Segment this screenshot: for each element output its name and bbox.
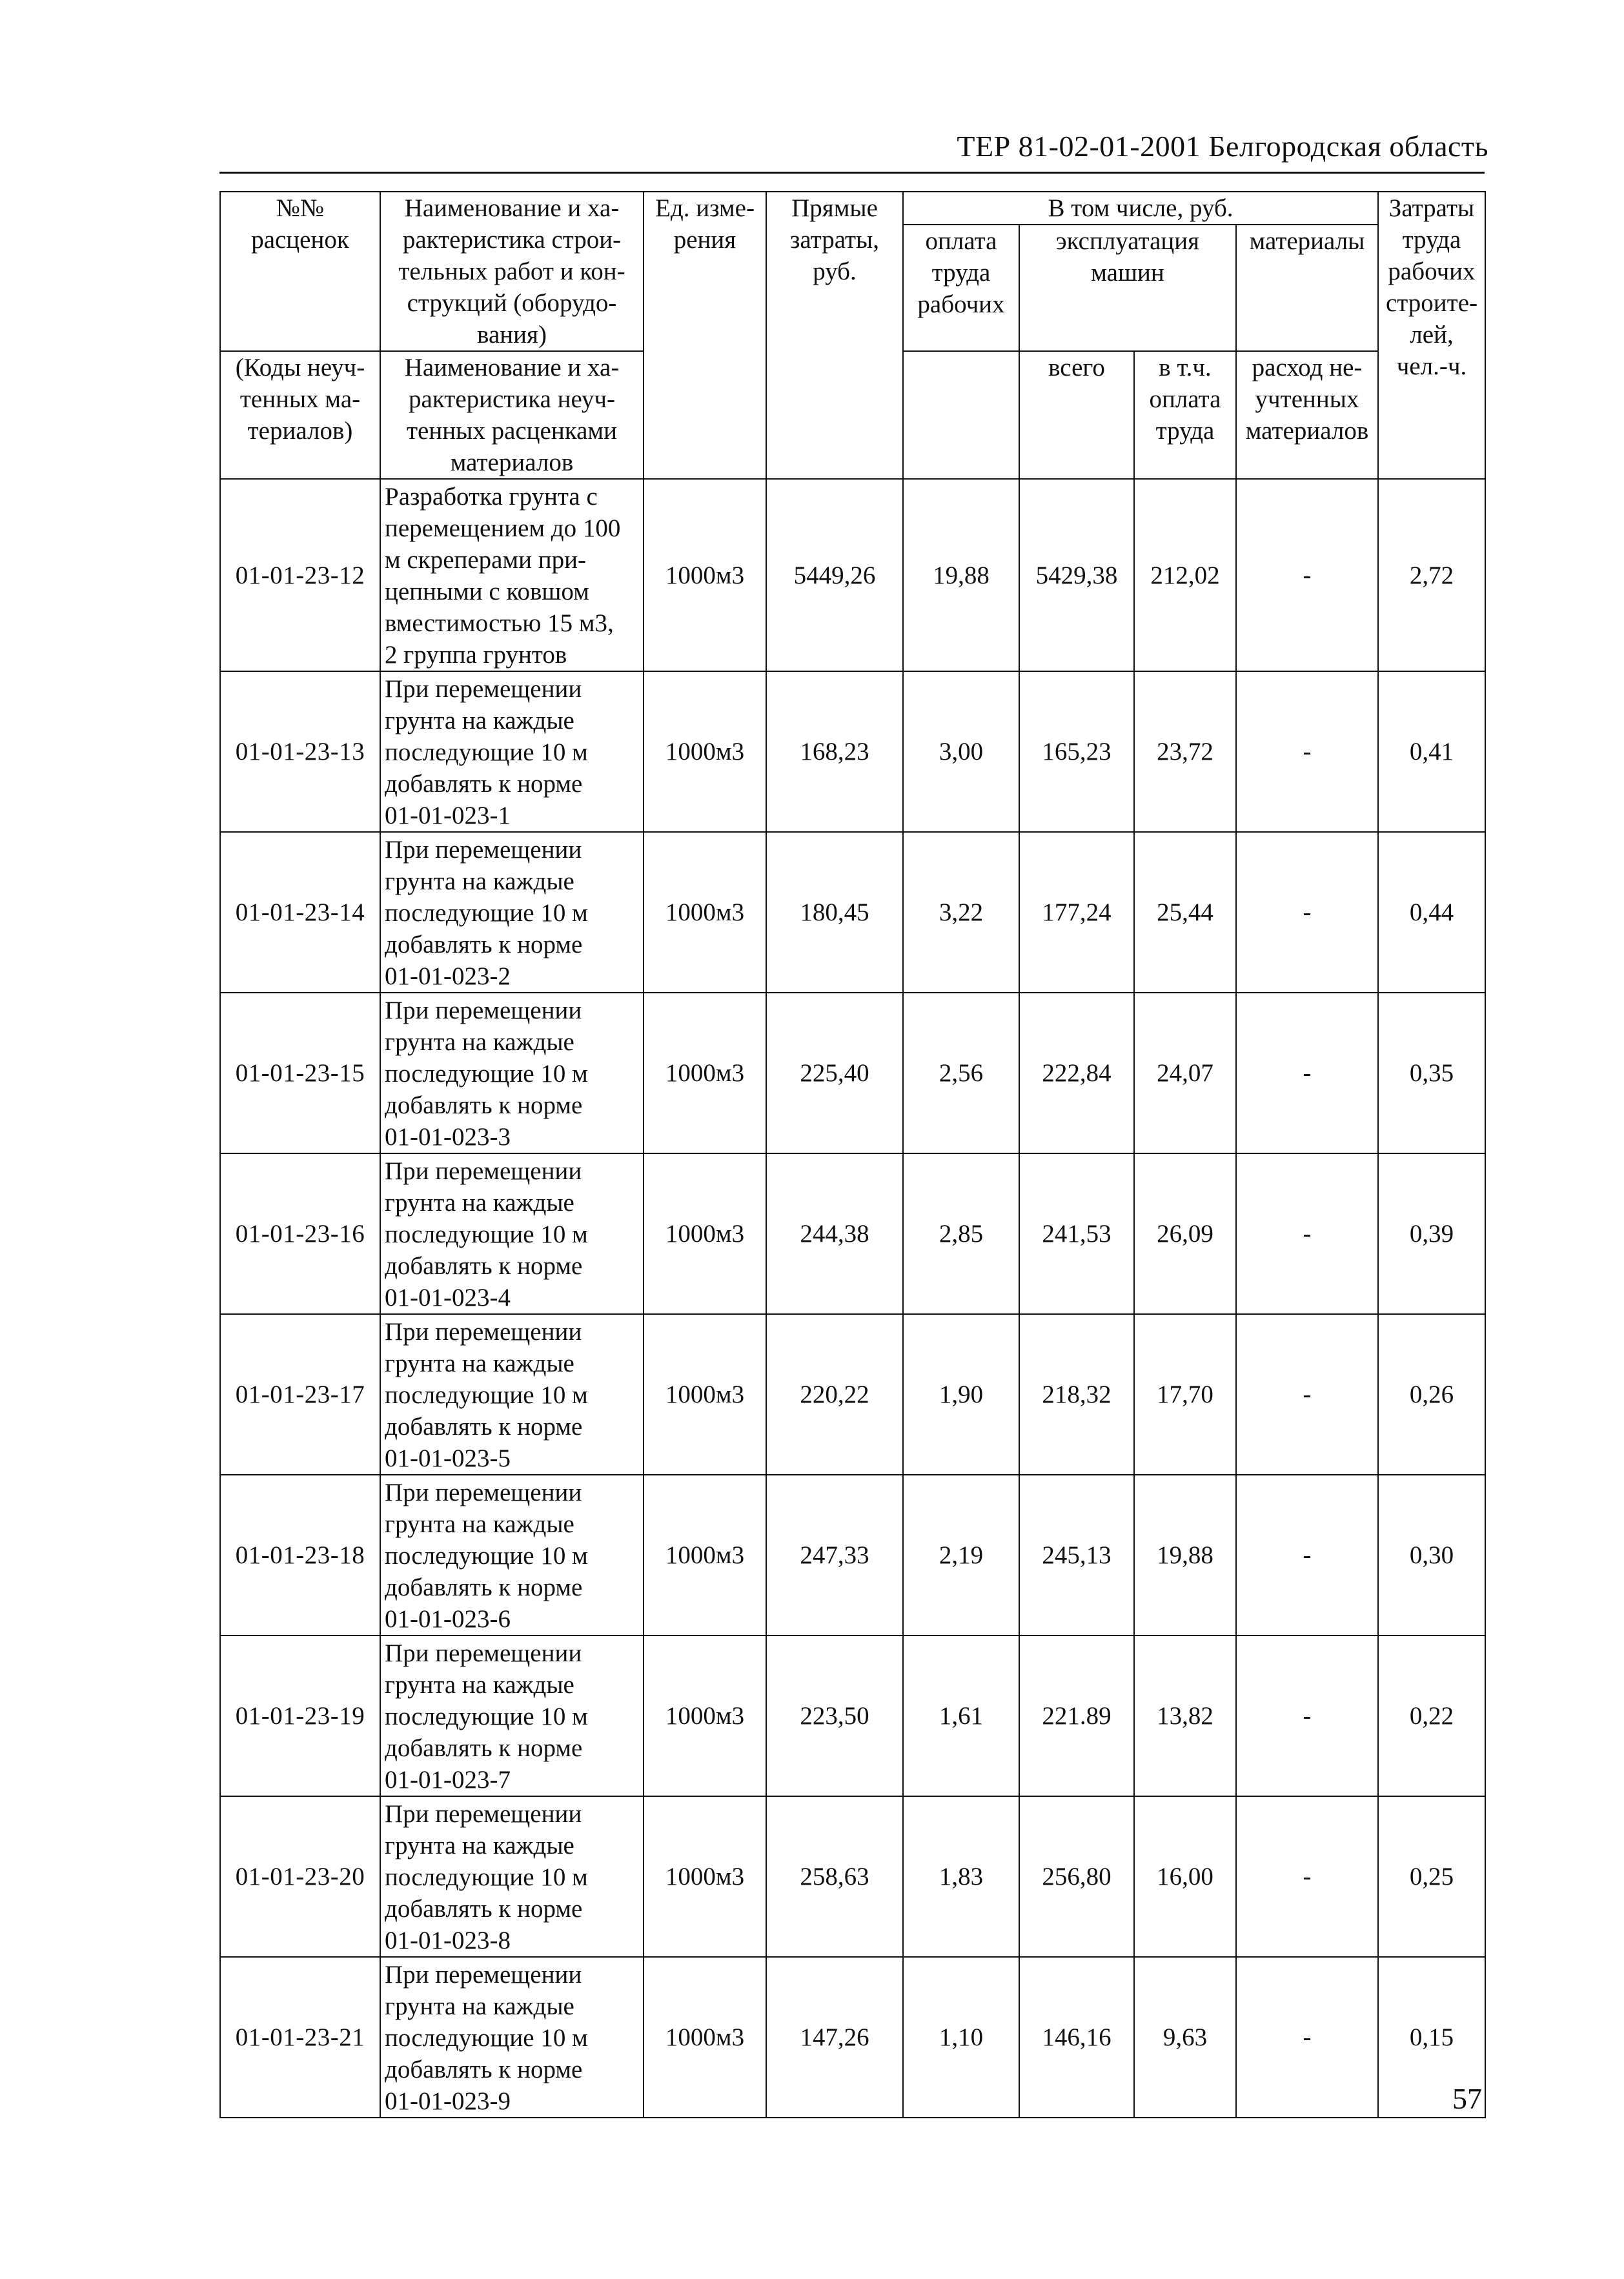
direct-costs-value: 5449,26 — [766, 479, 903, 671]
header-labor-pay-blank — [903, 351, 1019, 479]
header-unit — [644, 192, 766, 479]
header-rate-number — [220, 192, 380, 351]
header-divider — [219, 172, 1485, 174]
machines-total-value: 256,80 — [1019, 1796, 1134, 1957]
table-row — [220, 1153, 1485, 1314]
materials-value: - — [1236, 671, 1378, 832]
materials-value: - — [1236, 1314, 1378, 1475]
rates-table — [219, 191, 1486, 2118]
machines-total-value: 222,84 — [1019, 993, 1134, 1153]
direct-costs-value: 168,23 — [766, 671, 903, 832]
header-machines-total: всего — [1019, 351, 1134, 479]
labor-pay-value: 3,00 — [903, 671, 1019, 832]
header-labor-pay — [903, 225, 1019, 351]
labor-cost-value: 0,25 — [1378, 1796, 1485, 1957]
materials-value: - — [1236, 1475, 1378, 1636]
labor-cost-value: 0,39 — [1378, 1153, 1485, 1314]
work-description: При перемещении грунта на каждые последующие 10 м добавлять к норме 01-01-023-4 — [380, 1153, 644, 1314]
labor-cost-value: 0,44 — [1378, 832, 1485, 993]
direct-costs-value: 147,26 — [766, 1957, 903, 2118]
rate-code: 01-01-23-15 — [220, 993, 380, 1153]
work-description: При перемещении грунта на каждые последующие 10 м добавлять к норме 01-01-023-1 — [380, 671, 644, 832]
document-header-title: ТЕР 81-02-01-2001 Белгородская область — [957, 130, 1488, 163]
unit-value: 1000м3 — [644, 1636, 766, 1796]
header-machines-labor — [1134, 351, 1236, 479]
labor-cost-value: 0,26 — [1378, 1314, 1485, 1475]
labor-pay-value: 3,22 — [903, 832, 1019, 993]
header-materials: материалы — [1236, 225, 1378, 351]
rate-code: 01-01-23-16 — [220, 1153, 380, 1314]
unit-value: 1000м3 — [644, 1796, 766, 1957]
header-machines-text: эксплуатация машин — [1055, 227, 1200, 287]
rate-code: 01-01-23-18 — [220, 1475, 380, 1636]
header-materials-consumption-text: расход не- учтенных материалов — [1245, 354, 1369, 445]
labor-pay-value: 2,56 — [903, 993, 1019, 1153]
materials-value: - — [1236, 1153, 1378, 1314]
unit-value: 1000м3 — [644, 671, 766, 832]
labor-pay-value: 2,85 — [903, 1153, 1019, 1314]
labor-pay-value: 19,88 — [903, 479, 1019, 671]
machines-labor-value: 17,70 — [1134, 1314, 1236, 1475]
header-work-name — [380, 192, 644, 351]
table-header — [220, 192, 1485, 479]
rate-code: 01-01-23-14 — [220, 832, 380, 993]
machines-total-value: 165,23 — [1019, 671, 1134, 832]
direct-costs-value: 258,63 — [766, 1796, 903, 1957]
rate-code: 01-01-23-20 — [220, 1796, 380, 1957]
header-labor-pay-text: оплата труда рабочих — [917, 227, 1005, 318]
table-row — [220, 479, 1485, 671]
machines-total-value: 218,32 — [1019, 1314, 1134, 1475]
header-materials-consumption — [1236, 351, 1378, 479]
unit-value: 1000м3 — [644, 993, 766, 1153]
machines-total-value: 245,13 — [1019, 1475, 1134, 1636]
header-material-codes — [220, 351, 380, 479]
table-row — [220, 1636, 1485, 1796]
header-unit-text: Ед. изме- рения — [655, 194, 755, 254]
unit-value: 1000м3 — [644, 1475, 766, 1636]
header-machines-labor-text: в т.ч. оплата труда — [1149, 354, 1221, 445]
machines-labor-value: 9,63 — [1134, 1957, 1236, 2118]
table-row — [220, 1475, 1485, 1636]
unit-value: 1000м3 — [644, 479, 766, 671]
labor-pay-value: 1,61 — [903, 1636, 1019, 1796]
machines-total-value: 177,24 — [1019, 832, 1134, 993]
table-row — [220, 1314, 1485, 1475]
machines-total-value: 5429,38 — [1019, 479, 1134, 671]
rate-code: 01-01-23-17 — [220, 1314, 380, 1475]
table-row — [220, 832, 1485, 993]
header-direct-costs — [766, 192, 903, 479]
rate-code: 01-01-23-19 — [220, 1636, 380, 1796]
rate-code: 01-01-23-12 — [220, 479, 380, 671]
work-description: При перемещении грунта на каждые последующие 10 м добавлять к норме 01-01-023-2 — [380, 832, 644, 993]
unit-value: 1000м3 — [644, 1314, 766, 1475]
labor-cost-value: 0,41 — [1378, 671, 1485, 832]
table-row — [220, 1796, 1485, 1957]
work-description: При перемещении грунта на каждые последующие 10 м добавлять к норме 01-01-023-6 — [380, 1475, 644, 1636]
rate-code: 01-01-23-21 — [220, 1957, 380, 2118]
machines-labor-value: 212,02 — [1134, 479, 1236, 671]
materials-value: - — [1236, 1636, 1378, 1796]
unit-value: 1000м3 — [644, 832, 766, 993]
work-description: При перемещении грунта на каждые последующие 10 м добавлять к норме 01-01-023-5 — [380, 1314, 644, 1475]
header-material-name — [380, 351, 644, 479]
table-row — [220, 1957, 1485, 2118]
work-description: Разработка грунта с перемещением до 100 м скреперами при- цепными с ковшом вместимостью 15 м3, 2 группа грунтов — [380, 479, 644, 671]
materials-value: - — [1236, 479, 1378, 671]
work-description: При перемещении грунта на каждые последующие 10 м добавлять к норме 01-01-023-3 — [380, 993, 644, 1153]
page-number: 57 — [1452, 2082, 1482, 2115]
header-including: В том числе, руб. — [903, 192, 1378, 225]
machines-labor-value: 19,88 — [1134, 1475, 1236, 1636]
machines-total-value: 146,16 — [1019, 1957, 1134, 2118]
work-description: При перемещении грунта на каждые последующие 10 м добавлять к норме 01-01-023-8 — [380, 1796, 644, 1957]
header-machines — [1019, 225, 1236, 351]
labor-cost-value: 0,35 — [1378, 993, 1485, 1153]
labor-pay-value: 1,90 — [903, 1314, 1019, 1475]
direct-costs-value: 223,50 — [766, 1636, 903, 1796]
header-material-codes-text: (Коды неуч- тенных ма- териалов) — [235, 354, 365, 445]
header-material-name-text: Наименование и ха- рактеристика неуч- тенных расценками материалов — [404, 354, 620, 476]
labor-cost-value: 0,22 — [1378, 1636, 1485, 1796]
header-rate-number-text: №№ расценок — [251, 194, 349, 254]
materials-value: - — [1236, 832, 1378, 993]
machines-total-value: 241,53 — [1019, 1153, 1134, 1314]
machines-labor-value: 24,07 — [1134, 993, 1236, 1153]
labor-cost-value: 2,72 — [1378, 479, 1485, 671]
machines-labor-value: 13,82 — [1134, 1636, 1236, 1796]
header-work-name-text: Наименование и ха- рактеристика строи- тельных работ и кон- струкций (оборудо- вания) — [398, 194, 625, 349]
unit-value: 1000м3 — [644, 1957, 766, 2118]
header-labor-cost-text: Затраты труда рабочих строите- лей, чел.-ч. — [1385, 194, 1478, 380]
labor-cost-value: 0,30 — [1378, 1475, 1485, 1636]
machines-labor-value: 25,44 — [1134, 832, 1236, 993]
labor-cost-value: 0,15 — [1378, 1957, 1485, 2118]
materials-value: - — [1236, 1957, 1378, 2118]
direct-costs-value: 180,45 — [766, 832, 903, 993]
machines-labor-value: 16,00 — [1134, 1796, 1236, 1957]
direct-costs-value: 220,22 — [766, 1314, 903, 1475]
rate-code: 01-01-23-13 — [220, 671, 380, 832]
work-description: При перемещении грунта на каждые последующие 10 м добавлять к норме 01-01-023-7 — [380, 1636, 644, 1796]
table-row — [220, 993, 1485, 1153]
labor-pay-value: 2,19 — [903, 1475, 1019, 1636]
labor-pay-value: 1,83 — [903, 1796, 1019, 1957]
machines-labor-value: 23,72 — [1134, 671, 1236, 832]
header-labor-cost — [1378, 192, 1485, 479]
machines-total-value: 221.89 — [1019, 1636, 1134, 1796]
table-row — [220, 671, 1485, 832]
header-direct-costs-text: Прямые затраты, руб. — [789, 194, 880, 285]
materials-value: - — [1236, 1796, 1378, 1957]
unit-value: 1000м3 — [644, 1153, 766, 1314]
direct-costs-value: 247,33 — [766, 1475, 903, 1636]
direct-costs-value: 244,38 — [766, 1153, 903, 1314]
machines-labor-value: 26,09 — [1134, 1153, 1236, 1314]
labor-pay-value: 1,10 — [903, 1957, 1019, 2118]
direct-costs-value: 225,40 — [766, 993, 903, 1153]
materials-value: - — [1236, 993, 1378, 1153]
table-body — [220, 479, 1485, 2118]
work-description: При перемещении грунта на каждые последующие 10 м добавлять к норме 01-01-023-9 — [380, 1957, 644, 2118]
